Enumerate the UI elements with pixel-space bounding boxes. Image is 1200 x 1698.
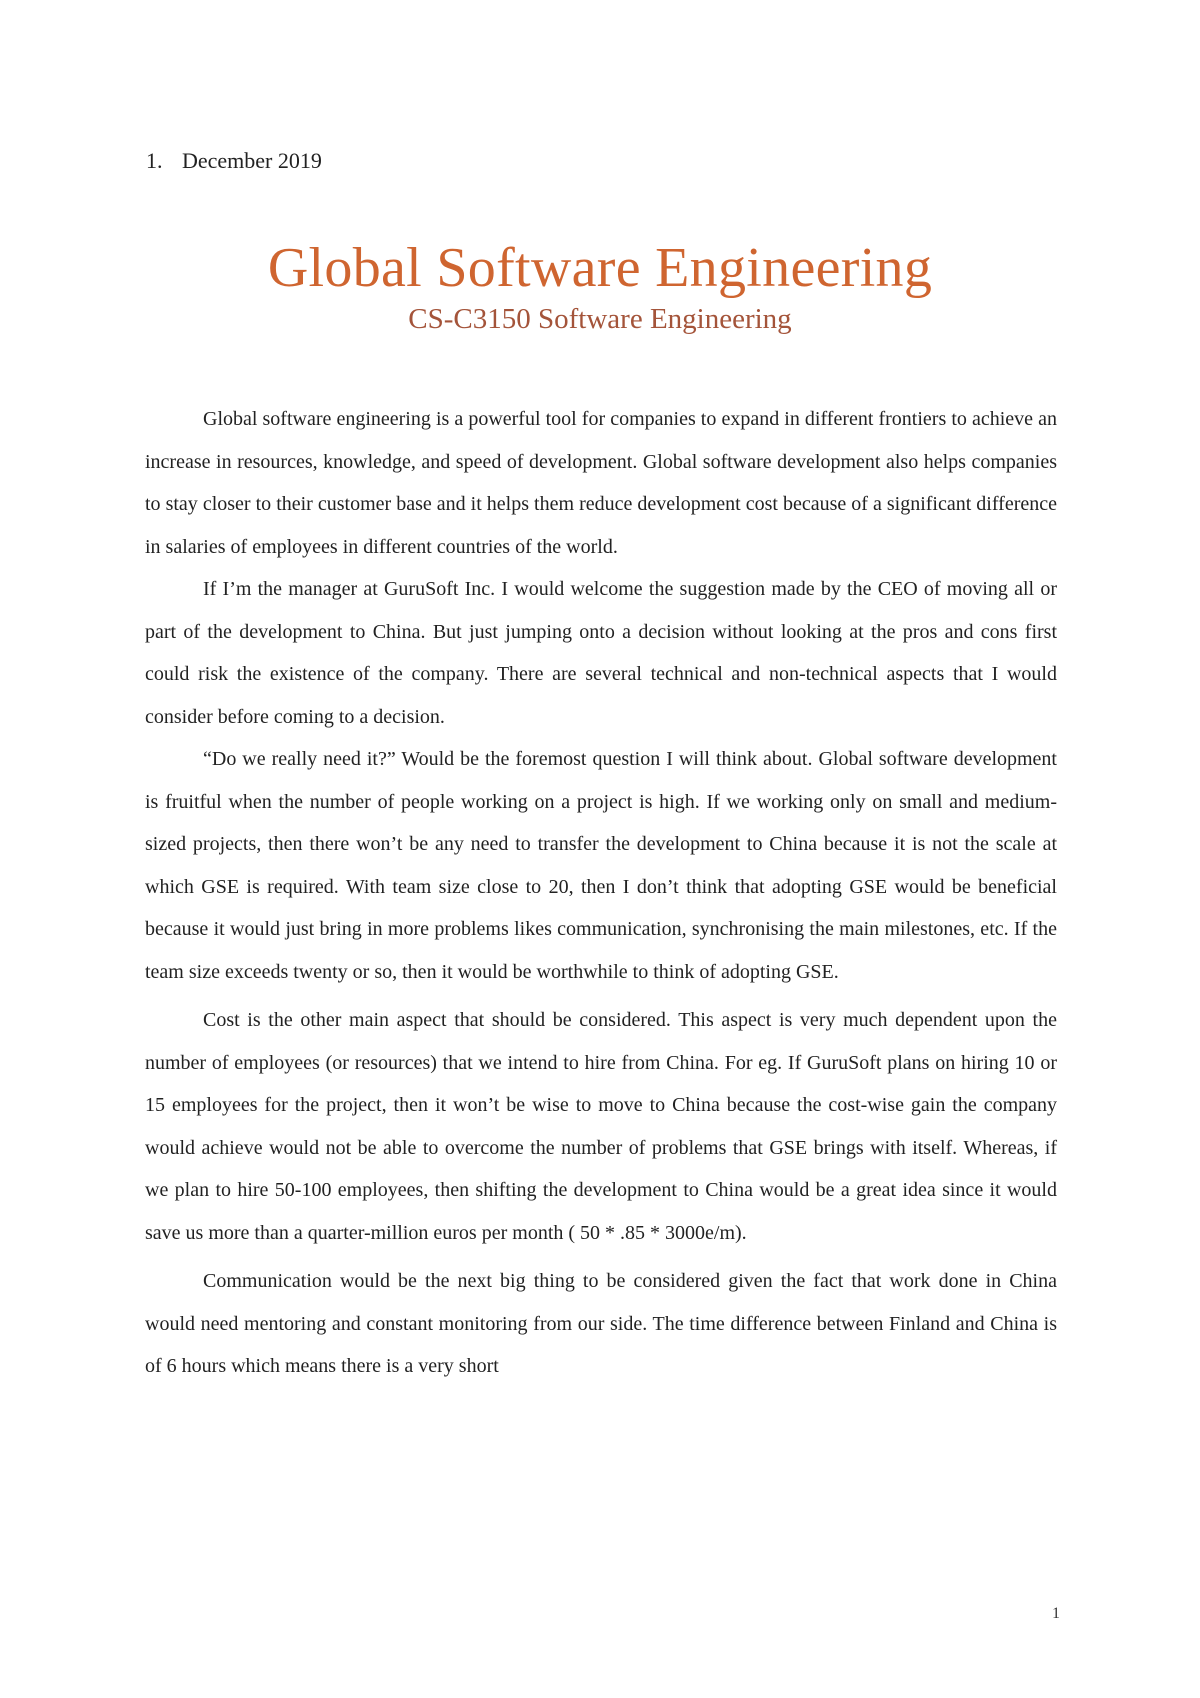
date-list-number: 1. (146, 148, 163, 173)
paragraph: Global software engineering is a powerful tool for companies to expand in different frontiers to achieve an increase in resources, knowledge, and speed of development. Global software development also helps companies to stay closer to their customer base and it helps them reduce development cost because of a significant difference in salaries of employees in different countries of the world. (145, 408, 1057, 558)
page-number: 1 (1052, 1605, 1060, 1622)
paragraph: If I’m the manager at GuruSoft Inc. I would welcome the suggestion made by the CEO of moving all or part of the development to China. But just jumping onto a decision without looking at the pros and cons first could risk the existence of the company. There are several technical and non-technical aspects that I would consider before coming to a decision. (145, 578, 1057, 728)
date-line (146, 148, 322, 174)
document-subtitle: CS-C3150 Software Engineering (408, 303, 792, 335)
date-text: December 2019 (182, 148, 322, 173)
document-title: Global Software Engineering (267, 237, 933, 299)
document-body (145, 398, 1057, 1388)
paragraph: Cost is the other main aspect that should be considered. This aspect is very much dependent upon the number of employees (or resources) that we intend to hire from China. For eg. If GuruSoft plans on hiring 10 or 15 employees for the project, then it won’t be wise to move to China because the cost-wise gain the company would achieve would not be able to overcome the number of problems that GSE brings with itself. Whereas, if we plan to hire 50-100 employees, then shifting the development to China would be a great idea since it would save us more than a quarter-million euros per month ( 50 * .85 * 3000e/m). (145, 1009, 1057, 1244)
paragraph: “Do we really need it?” Would be the foremost question I will think about. Global software development is fruitful when the number of people working on a project is high. If we working only on small and medium-sized projects, then there won’t be any need to transfer the development to China because it is not the scale at which GSE is required. With team size close to 20, then I don’t think that adopting GSE would be beneficial because it would just bring in more problems likes communication, synchronising the main milestones, etc. If the team size exceeds twenty or so, then it would be worthwhile to think of adopting GSE. (145, 748, 1057, 983)
paragraph: Communication would be the next big thing to be considered given the fact that work done in China would need mentoring and constant monitoring from our side. The time difference between Finland and China is of 6 hours which means there is a very short (145, 1270, 1057, 1377)
